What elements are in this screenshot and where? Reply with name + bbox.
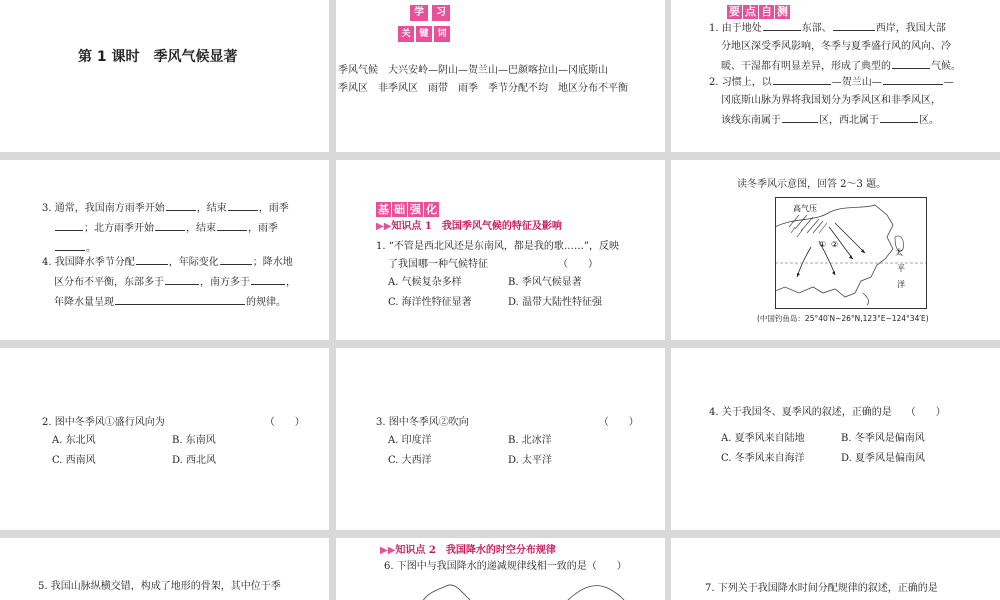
question-4: 4. 我国降水季节分配 ，年际变化 ；降水地 区分布不平衡，东部多于 ，南方多于 ， 年降水量呈现 的规律。: [42, 252, 296, 312]
self-test-heading: [727, 0, 790, 19]
option-c[interactable]: C. 大西洋: [388, 455, 432, 466]
keywords-badge: [398, 0, 450, 42]
option-a[interactable]: A. 印度洋: [388, 435, 432, 446]
card-question-4: [671, 348, 1000, 530]
heading-char: 要: [729, 5, 740, 18]
card-question-5: [0, 538, 329, 600]
option-b[interactable]: B. 季风气候显著: [508, 277, 582, 288]
option-b[interactable]: B. 东南风: [172, 435, 216, 446]
heading-char: 基: [378, 203, 389, 216]
question-4-text: 4. 关于我国冬、夏季风的叙述，正确的是 （ ）: [709, 407, 946, 418]
question-3-text: 3. 图中冬季风②吹向 （ ）: [376, 417, 639, 428]
question-1-text: 1. “不管是西北风还是东南风，都是我的歌……”，反映 了我国哪一种气候特征 （ ）: [376, 241, 619, 270]
option-d[interactable]: D. 夏季风是偏南风: [841, 453, 926, 464]
knowledge-point-2: ▶▶知识点 2 我国降水的时空分布规律: [380, 545, 556, 556]
badge-char: 词: [434, 26, 450, 42]
card-keywords: [336, 0, 665, 152]
basics-heading: [376, 198, 439, 217]
heading-char: 测: [777, 5, 788, 18]
question-2: 2. 习惯上，以 —贺兰山— — 冈底斯山脉为界将我国划分为季风区和非季风区， 该线东南属于 区，西北属于 区。: [709, 72, 954, 130]
keywords-line-2: 季风区 非季风区 雨带 雨季 季节分配不均 地区分布不平衡: [338, 83, 628, 94]
badge-char: 学: [410, 5, 428, 21]
map-mark-1: ①: [819, 240, 827, 249]
lesson-title: 第 1 课时 季风气候显著: [78, 49, 238, 65]
map-mark-2: ②: [831, 240, 839, 249]
option-b[interactable]: B. 冬季风是偏南风: [841, 433, 925, 444]
option-a[interactable]: A. 气候复杂多样: [388, 277, 462, 288]
option-d[interactable]: D. 太平洋: [508, 455, 553, 466]
winter-monsoon-map: [775, 197, 927, 309]
badge-char: 关: [398, 26, 414, 42]
map-label-ocean-1: 太: [895, 248, 903, 257]
badge-char: 习: [432, 5, 450, 21]
option-a[interactable]: A. 夏季风来自陆地: [721, 433, 805, 444]
question-5-text: 5. 我国山脉纵横交错，构成了地形的骨架，其中位于季: [38, 581, 281, 592]
card-question-6: [336, 538, 665, 600]
card-questions-3-4: [0, 160, 329, 340]
card-winter-monsoon-map: [671, 160, 1000, 340]
knowledge-point-1: ▶▶知识点 1 我国季风气候的特征及影响: [376, 221, 562, 232]
card-question-3: [336, 348, 665, 530]
question-2-options: [52, 432, 292, 470]
option-a[interactable]: A. 东北风: [52, 435, 96, 446]
map-caption: 读冬季风示意图，回答 2～3 题。: [737, 179, 887, 190]
card-self-test: [671, 0, 1000, 152]
card-lesson-title: [0, 0, 329, 152]
heading-char: 化: [426, 203, 437, 216]
card-question-2: [0, 348, 329, 530]
map-label-ocean-2: 平: [897, 264, 905, 273]
option-c[interactable]: C. 海洋性特征显著: [388, 297, 472, 308]
card-question-7: [671, 538, 1000, 600]
map-label-high-pressure: 高气压: [793, 204, 817, 213]
question-6-text: 6. 下图中与我国降水的递减规律线相一致的是（ ）: [384, 561, 627, 572]
heading-char: 自: [761, 5, 772, 18]
question-1-options: [388, 274, 628, 312]
question-3: 3. 通常，我国南方雨季开始 ，结束 ，雨季 ；北方雨季开始 ，结束 ，雨季 。: [42, 198, 289, 258]
precipitation-map-sketch: [416, 578, 656, 600]
question-4-options: [721, 430, 961, 468]
map-label-ocean-3: 洋: [897, 280, 905, 289]
option-d[interactable]: D. 温带大陆性特征强: [508, 297, 603, 308]
heading-char: 强: [410, 203, 421, 216]
heading-char: 础: [394, 203, 405, 216]
badge-char: 键: [416, 26, 432, 42]
heading-char: 点: [745, 5, 756, 18]
option-c[interactable]: C. 冬季风来自海洋: [721, 453, 805, 464]
question-7-text: 7. 下列关于我国降水时间分配规律的叙述，正确的是: [705, 583, 938, 594]
keywords-line-1: 季风气候 大兴安岭—阴山—贺兰山—巴颜喀拉山—冈底斯山: [338, 65, 608, 76]
option-b[interactable]: B. 北冰洋: [508, 435, 552, 446]
map-note: (中国钓鱼岛：25°40′N~26°N,123°E~124°34′E): [757, 314, 929, 323]
question-1: 1. 由于地处 东部、 西岸，我国大部 分地区深受季风影响，冬季与夏季盛行风的风向、冷 暖、干湿都有明显差异，形成了典型的 气候。: [709, 18, 961, 76]
question-2-text: 2. 图中冬季风①盛行风向为 （ ）: [42, 417, 305, 428]
option-c[interactable]: C. 西南风: [52, 455, 96, 466]
question-3-options: [388, 432, 628, 470]
card-question-1: [336, 160, 665, 340]
option-d[interactable]: D. 西北风: [172, 455, 217, 466]
